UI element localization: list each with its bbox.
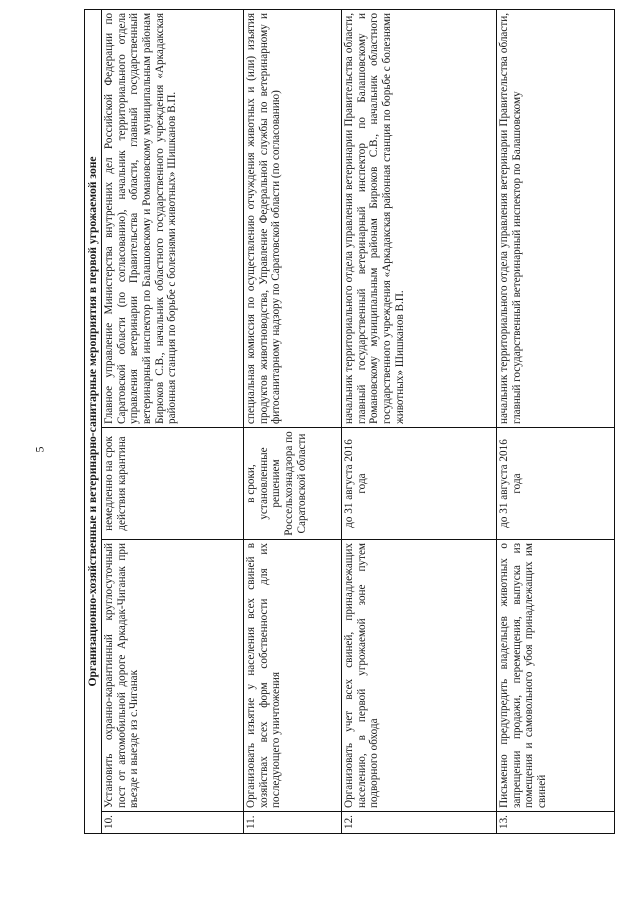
- responsible-cell: специальная комиссия по осуществлению отчуждения животных и (или) изъятия продуктов животноводства, Управление Федеральной службы по ветеринарному и фитосанитарному надзору по Саратовской области (по согласованию): [244, 9, 342, 427]
- rotated-table-container: [84, 10, 615, 834]
- row-number: 10.: [102, 812, 244, 834]
- table-row: [244, 9, 342, 833]
- table-row: [102, 9, 244, 833]
- measures-table: [84, 9, 615, 834]
- action-cell: Письменно предупредить владельцев животных о запрещении продажи, перемещения, выпуска из помещения и самовольного убоя принадлежащих им свиней: [497, 540, 615, 812]
- responsible-cell: Главное управление Министерства внутренних дел Российской Федерации по Саратовской области (по согласованию), начальник территориального отдела управления ветеринарии Правительства области, главный государственный ветеринарный инспектор по Балашовскому и Романовскому муниципальным районам Бирюков С.В., начальник областного государственного учреждения «Аркадакская районная станция по борьбе с болезнями животных» Шишканов В.П.: [102, 9, 244, 427]
- responsible-cell: начальник территориального отдела управления ветеринарии Правительства области, главный государственный ветеринарный инспектор по Балашовскому и Романовскому муниципальным районам Бирюков С.В., начальник областного государственного учреждения «Аркадакская районная станция по борьбе с болезнями животных» Шишканов В.П.: [342, 9, 497, 427]
- page-number: 5: [32, 446, 47, 453]
- section-title: Организационно-хозяйственные и ветеринарно-санитарные мероприятия в первой угрожаемой зоне: [85, 9, 102, 833]
- table-row: [497, 9, 615, 833]
- row-number: 12.: [342, 812, 497, 834]
- term-cell: до 31 августа 2016 года: [497, 428, 615, 540]
- row-number: 13.: [497, 812, 615, 834]
- term-cell: немедленно на срок действия карантина: [102, 428, 244, 540]
- table-row: [342, 9, 497, 833]
- action-cell: Организовать изъятие у населения всех свиней в хозяйствах всех форм собственности для их последующего уничтожения: [244, 540, 342, 812]
- term-cell: до 31 августа 2016 года: [342, 428, 497, 540]
- responsible-cell: начальник территориального отдела управления ветеринарии Правительства области, главный государственный ветеринарный инспектор по Балашовскому: [497, 9, 615, 427]
- section-header-row: [85, 9, 102, 833]
- action-cell: Установить охранно-карантинный круглосуточный пост от автомобильной дороге Аркадак-Чиганак при въезде и выезде из с.Чиганак: [102, 540, 244, 812]
- action-cell: Организовать учет всех свиней, принадлежащих населению, в первой угрожаемой зоне путем подворного обхода: [342, 540, 497, 812]
- row-number: 11.: [244, 812, 342, 834]
- term-cell: в сроки, установленные решением Россельхознадзора по Саратовской области: [244, 428, 342, 540]
